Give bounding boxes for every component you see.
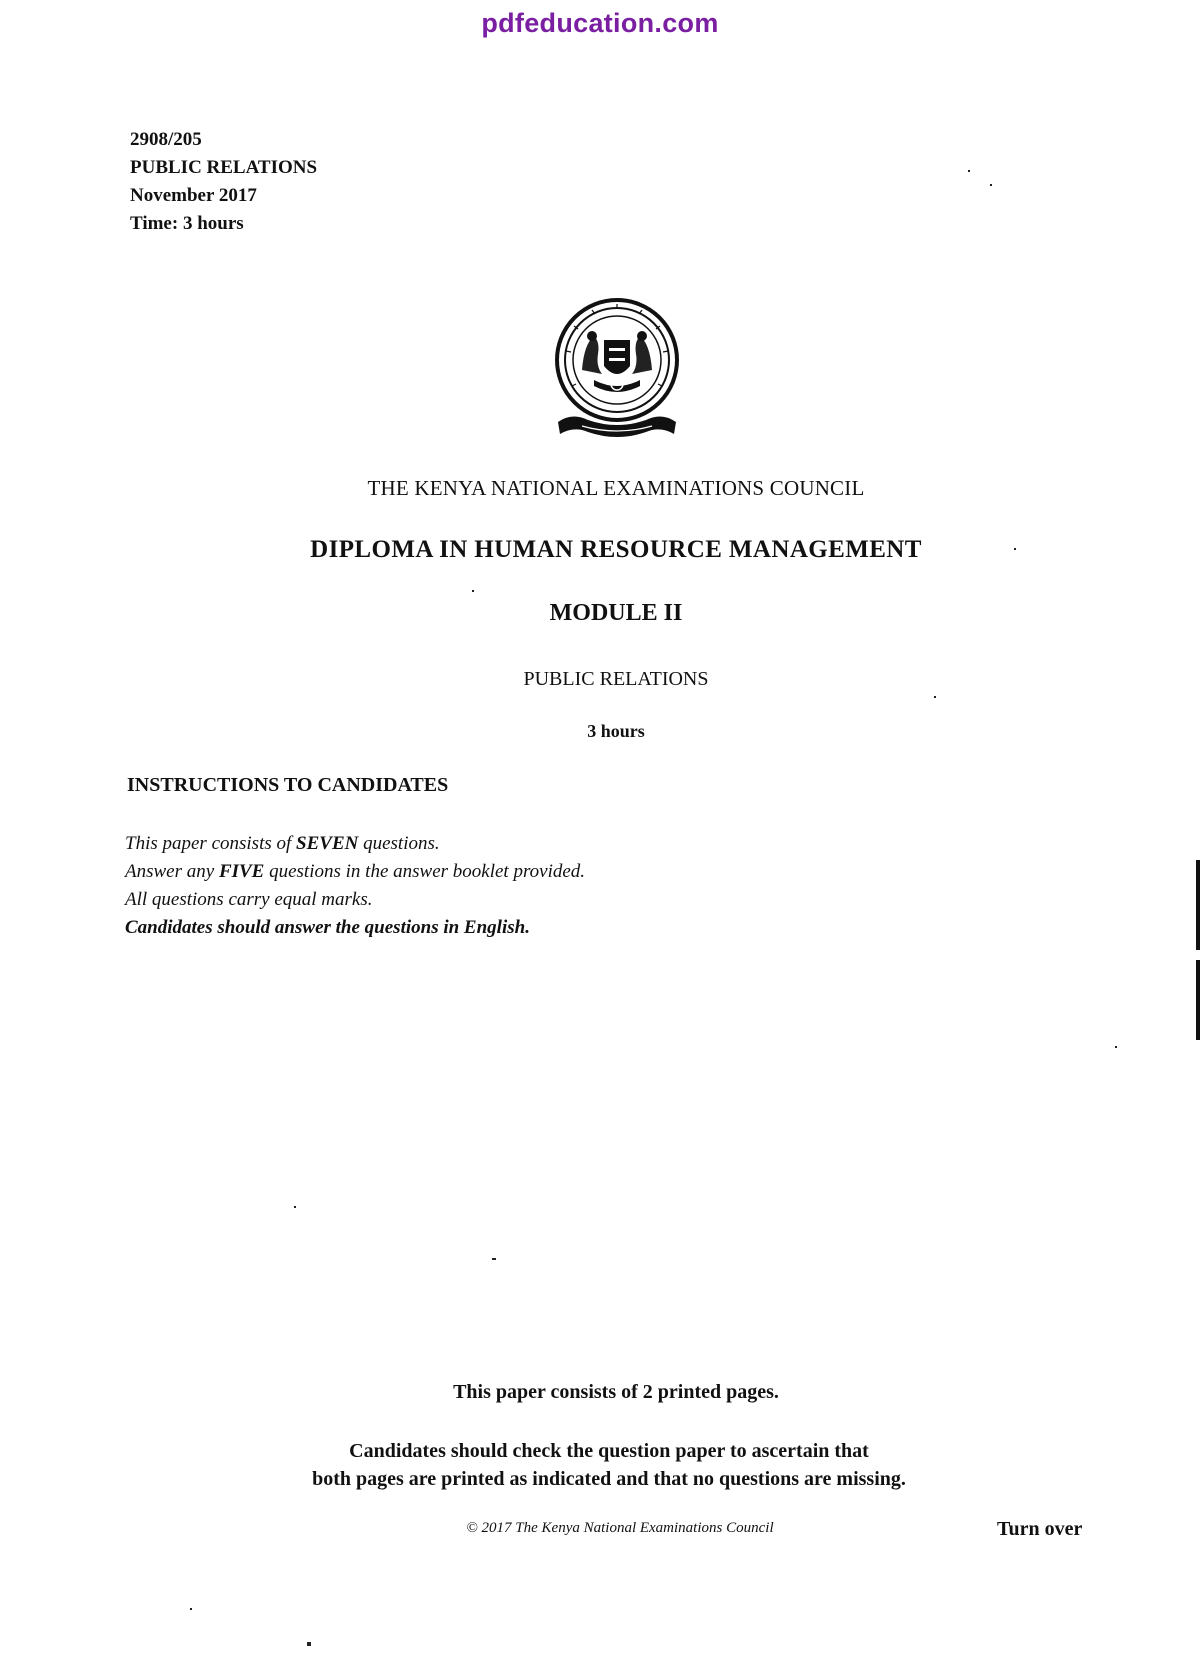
paper-date: November 2017: [130, 185, 257, 206]
instruction-line: All questions carry equal marks.: [125, 889, 373, 910]
scan-speck: [294, 1206, 296, 1208]
instruction-text: Answer any: [125, 861, 219, 882]
check-note-line: both pages are printed as indicated and that no questions are missing.: [312, 1468, 906, 1490]
scan-edge-mark: [1196, 960, 1200, 1040]
kenya-coat-of-arms-icon: [552, 296, 682, 444]
paper-header: [130, 126, 317, 238]
copyright-notice: © 2017 The Kenya National Examinations Council: [466, 1520, 774, 1536]
instruction-text: This paper consists of: [125, 833, 297, 854]
instruction-text: questions in the answer booklet provided.: [264, 861, 586, 882]
paper-time: Time: 3 hours: [130, 213, 244, 234]
diploma-title: DIPLOMA IN HUMAN RESOURCE MANAGEMENT: [310, 536, 922, 563]
instruction-text: questions.: [358, 833, 440, 854]
instructions-list: [125, 830, 585, 942]
instruction-emphasis: FIVE: [218, 861, 265, 882]
council-name: THE KENYA NATIONAL EXAMINATIONS COUNCIL: [367, 476, 865, 500]
module-title: MODULE II: [549, 600, 683, 626]
scan-speck: [472, 590, 474, 592]
check-note: [0, 1437, 1200, 1493]
instruction-emphasis: SEVEN: [296, 833, 359, 854]
scan-speck: [1014, 548, 1016, 550]
scan-speck: [190, 1608, 192, 1610]
turn-over-label: Turn over: [997, 1518, 1083, 1540]
instruction-line: [125, 858, 585, 886]
check-note-line: Candidates should check the question paper to ascertain that: [349, 1440, 869, 1462]
paper-subject-title: PUBLIC RELATIONS: [523, 668, 709, 690]
instructions-heading: INSTRUCTIONS TO CANDIDATES: [127, 774, 449, 796]
scan-edge-mark: [1196, 860, 1200, 950]
scan-speck: [990, 184, 992, 186]
scan-speck: [934, 696, 936, 698]
paper-code: 2908/205: [130, 129, 202, 150]
instruction-line: Candidates should answer the questions in English.: [125, 917, 530, 938]
scan-speck: [968, 170, 970, 172]
instruction-line: [125, 830, 585, 858]
scan-speck: [492, 1258, 496, 1260]
pages-note: This paper consists of 2 printed pages.: [453, 1381, 779, 1403]
watermark-text: pdfeducation.com: [481, 8, 719, 38]
paper-subject: PUBLIC RELATIONS: [130, 157, 318, 178]
scan-speck: [1115, 1046, 1117, 1048]
scan-speck: [307, 1642, 311, 1646]
paper-duration: 3 hours: [587, 721, 645, 741]
